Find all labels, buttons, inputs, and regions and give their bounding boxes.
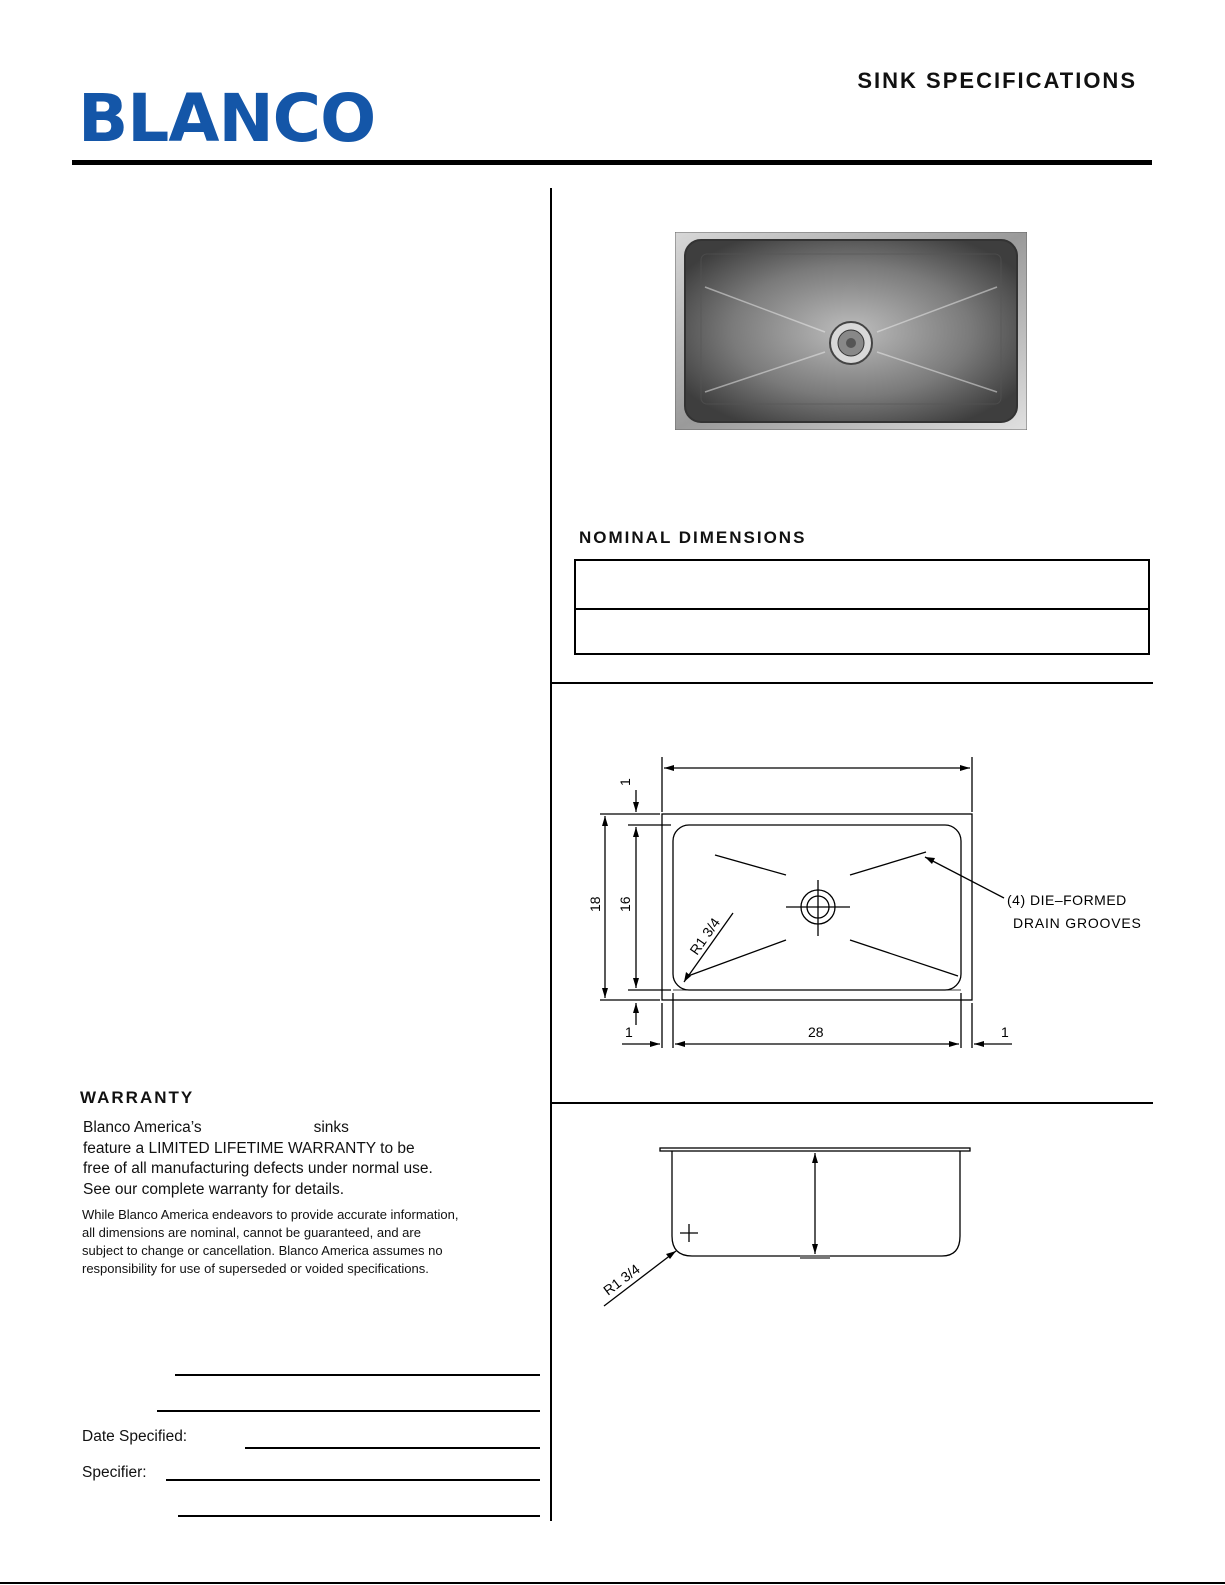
sink-photo <box>675 232 1027 430</box>
drain-groove <box>715 855 786 875</box>
warranty-heading: WARRANTY <box>80 1088 195 1107</box>
dim-width: 28 <box>808 1024 824 1040</box>
blanco-logo: BLANCO <box>78 80 376 157</box>
disclaimer-text: While Blanco America endeavors to provide accurate information, all dimensions are nominal, cannot be guaranteed, and are subject to change or cancellation. Blanco America assumes no responsibility for use of superseded or voided specifications. <box>82 1207 459 1276</box>
page-title: SINK SPECIFICATIONS <box>857 68 1137 93</box>
form-line-5[interactable] <box>178 1515 540 1517</box>
drain-groove <box>850 852 926 875</box>
section-divider-1 <box>551 682 1153 684</box>
date-specified-line[interactable] <box>245 1447 540 1449</box>
warranty-line-2: feature a LIMITED LIFETIME WARRANTY to be <box>83 1139 415 1157</box>
dim-left-margin: 1 <box>625 1024 633 1040</box>
warranty-line-3: free of all manufacturing defects under normal use. <box>83 1160 433 1177</box>
dim-inner-depth: 16 <box>617 896 633 912</box>
callout-line-2: DRAIN GROOVES <box>1013 915 1142 931</box>
side-view-drawing <box>551 1130 1153 1330</box>
dimensions-row-2 <box>576 608 1148 655</box>
form-line-2[interactable] <box>157 1410 540 1412</box>
drain-groove <box>850 940 958 976</box>
specifier-line[interactable] <box>166 1479 540 1481</box>
header-divider <box>72 160 1152 165</box>
date-specified-label: Date Specified: <box>82 1428 188 1445</box>
section-divider-2 <box>551 1102 1153 1104</box>
dim-top-margin: 1 <box>617 778 633 786</box>
dim-radius: R1 3/4 <box>686 914 724 958</box>
specifier-label: Specifier: <box>82 1464 147 1481</box>
warranty-line-4: See our complete warranty for details. <box>83 1180 345 1198</box>
dimensions-table <box>574 559 1150 655</box>
side-radius-label: R1 3/4 <box>600 1260 643 1299</box>
dim-outer-depth: 18 <box>587 896 603 912</box>
warranty-line-1: Blanco America’s sinks <box>83 1119 349 1136</box>
form-line-1[interactable] <box>175 1374 540 1376</box>
dim-right-margin: 1 <box>1001 1024 1009 1040</box>
top-view-drawing <box>551 690 1153 1090</box>
warranty-text <box>83 1118 483 1200</box>
bottom-rule <box>0 1582 1225 1584</box>
dimensions-row-1 <box>576 561 1148 608</box>
nominal-dimensions-heading: NOMINAL DIMENSIONS <box>579 528 807 547</box>
callout-line-1: (4) DIE–FORMED <box>1007 892 1127 908</box>
